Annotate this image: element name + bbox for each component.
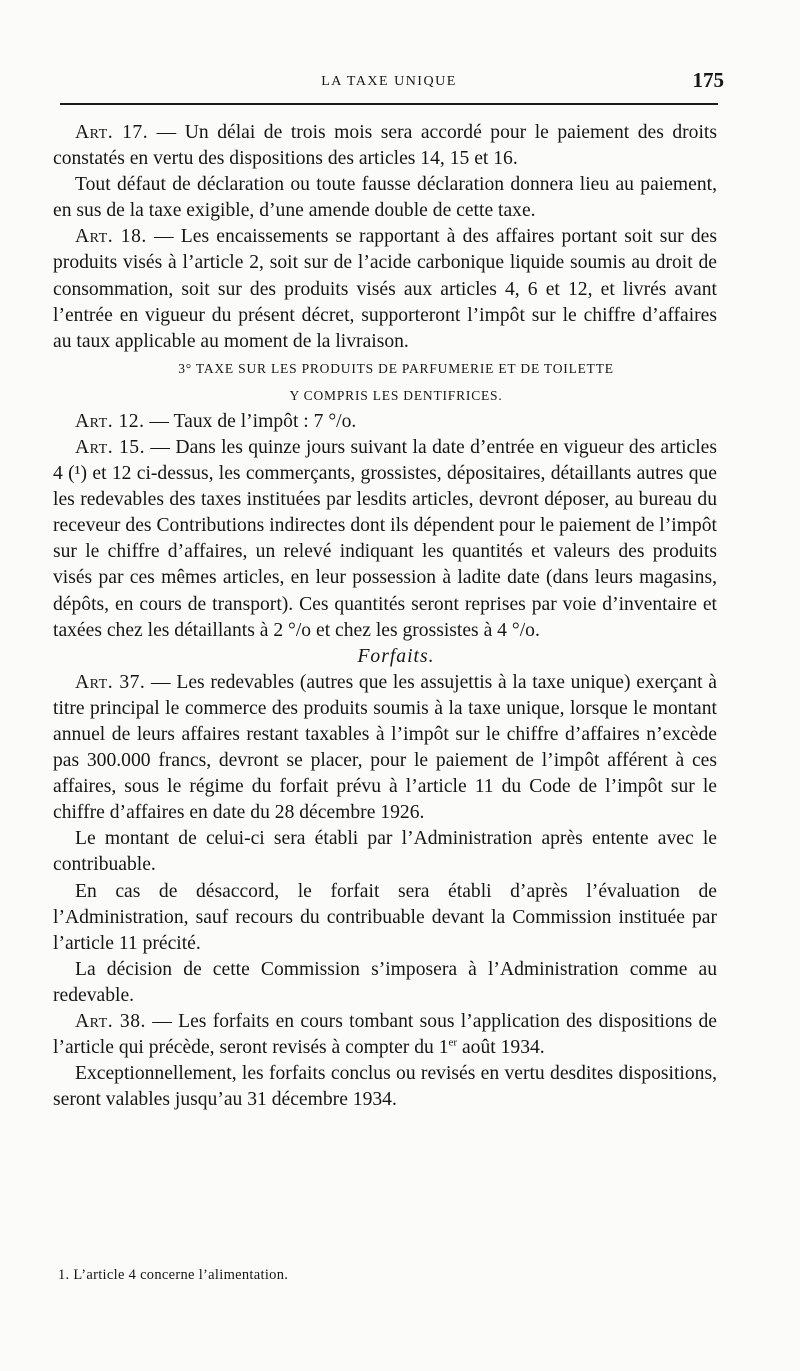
paragraph [53, 826, 717, 878]
page-header [60, 64, 724, 104]
article-label: Art. 18. [75, 226, 147, 248]
article-label: Art. 15. [75, 436, 146, 458]
article-label: Art. 12. [75, 410, 145, 432]
paragraph-text: — Les redevables (autres que les assujettis à la taxe unique) exerçant à titre principal le commerce des produits soumis à la taxe unique, lorsque le montant annuel de leurs affaires restant taxables à l’impôt sur le chiffre d’affaires n’excède pas 300.000 francs, devront se placer, pour le paiement de l’impôt afférent à ces affaires, sous le régime du forfait prévu à l’article 11 du Code de l’impôt sur le chiffre d’affaires en date du 28 décembre 1926. [53, 671, 717, 824]
paragraph-text: Le montant de celui-ci sera établi par l’Administration après entente avec le contribuable. [53, 828, 717, 876]
paragraph-art-37 [53, 670, 717, 827]
article-label: Art. 38. [75, 1011, 146, 1032]
paragraph-text: Tout défaut de déclaration ou toute fausse déclaration donnera lieu au paiement, en sus de la taxe exigible, d’une amende double de cette taxe. [53, 174, 717, 222]
paragraph-art-15 [53, 435, 717, 644]
footnote: 1. L’article 4 concerne l’alimentation. [58, 1267, 289, 1283]
paragraph-text: — Les encaissements se rapportant à des affaires portant soit sur des produits visés à l’article 2, soit sur de l’acide carbonique liquide soumis au droit de consommation, soit sur des produits visés aux articles 4, 6 et 12, et livrés avant l’entrée en vigueur du présent décret, supporteront l’impôt sur le chiffre d’affaires au taux applicable au moment de la livraison. [53, 226, 717, 352]
paragraph [53, 957, 717, 1009]
section-heading-line: Y COMPRIS LES DENTIFRICES. [289, 387, 503, 403]
paragraph-text: Exceptionnellement, les forfaits conclus ou revisés en vertu desdites dispositions, seront valables jusqu’au 31 décembre 1934. [53, 1063, 717, 1111]
paragraph-art-17 [53, 120, 717, 172]
italic-heading: Forfaits. [357, 645, 435, 667]
paragraph [53, 1061, 717, 1113]
article-label: Art. 37. [75, 671, 146, 693]
header-rule [60, 103, 718, 105]
section-heading-line: 3° TAXE SUR LES PRODUITS DE PARFUMERIE ET DE TOILETTE [178, 360, 614, 376]
paragraph [53, 172, 717, 224]
paragraph [53, 879, 717, 957]
paragraph-text: En cas de désaccord, le forfait sera établi d’après l’évaluation de l’Administration, sauf recours du contribuable devant la Commission instituée par l’article 11 précité. [53, 880, 717, 954]
running-title: LA TAXE UNIQUE [321, 74, 457, 89]
paragraph-art-12 [53, 409, 717, 435]
page-number: 175 [692, 68, 724, 92]
footnote-ref: (¹) [68, 463, 88, 485]
paragraph-text: et 12 ci-dessus, les commerçants, grossistes, dépositaires, détaillants autres que les redevables des taxes instituées par lesdits articles, devront déposer, au bureau du receveur des Contributions indirectes dont ils dépendent pour le paiement de l’impôt sur le chiffre d’affaires, un relevé indiquant les quantités et valeurs des produits visés par ces mêmes articles, en leur possession à ladite date (dans leurs magasins, dépôts, en cours de transport). Ces quantités seront reprises par voie d’inventaire et taxées chez les détaillants à 2 °/o et chez les grossistes à 4 °/o. [53, 463, 717, 641]
paragraph-text: — Les forfaits en cours tombant sous l’application des dispositions de l’article qui précède, seront revisés à compter du 1 [53, 1011, 717, 1059]
superscript: er [448, 1036, 458, 1049]
paragraph-text: août 1934. [457, 1037, 545, 1059]
paragraph-art-38 [53, 1009, 717, 1061]
article-label: Art. 17. [75, 122, 149, 143]
section-heading [53, 355, 717, 409]
body-text [53, 120, 717, 1113]
paragraph-text: — Taux de l’impôt : 7 °/o. [144, 410, 357, 432]
paragraph-text: — Un délai de trois mois sera accordé pour le paiement des droits constatés en vertu des dispositions des articles 14, 15 et 16. [53, 122, 717, 170]
paragraph-art-18 [53, 224, 717, 354]
paragraph-text: — Dans les quinze jours suivant la date d’entrée en vigueur des articles 4 [53, 436, 718, 485]
paragraph-text: La décision de cette Commission s’imposera à l’Administration comme au redevable. [53, 958, 717, 1006]
